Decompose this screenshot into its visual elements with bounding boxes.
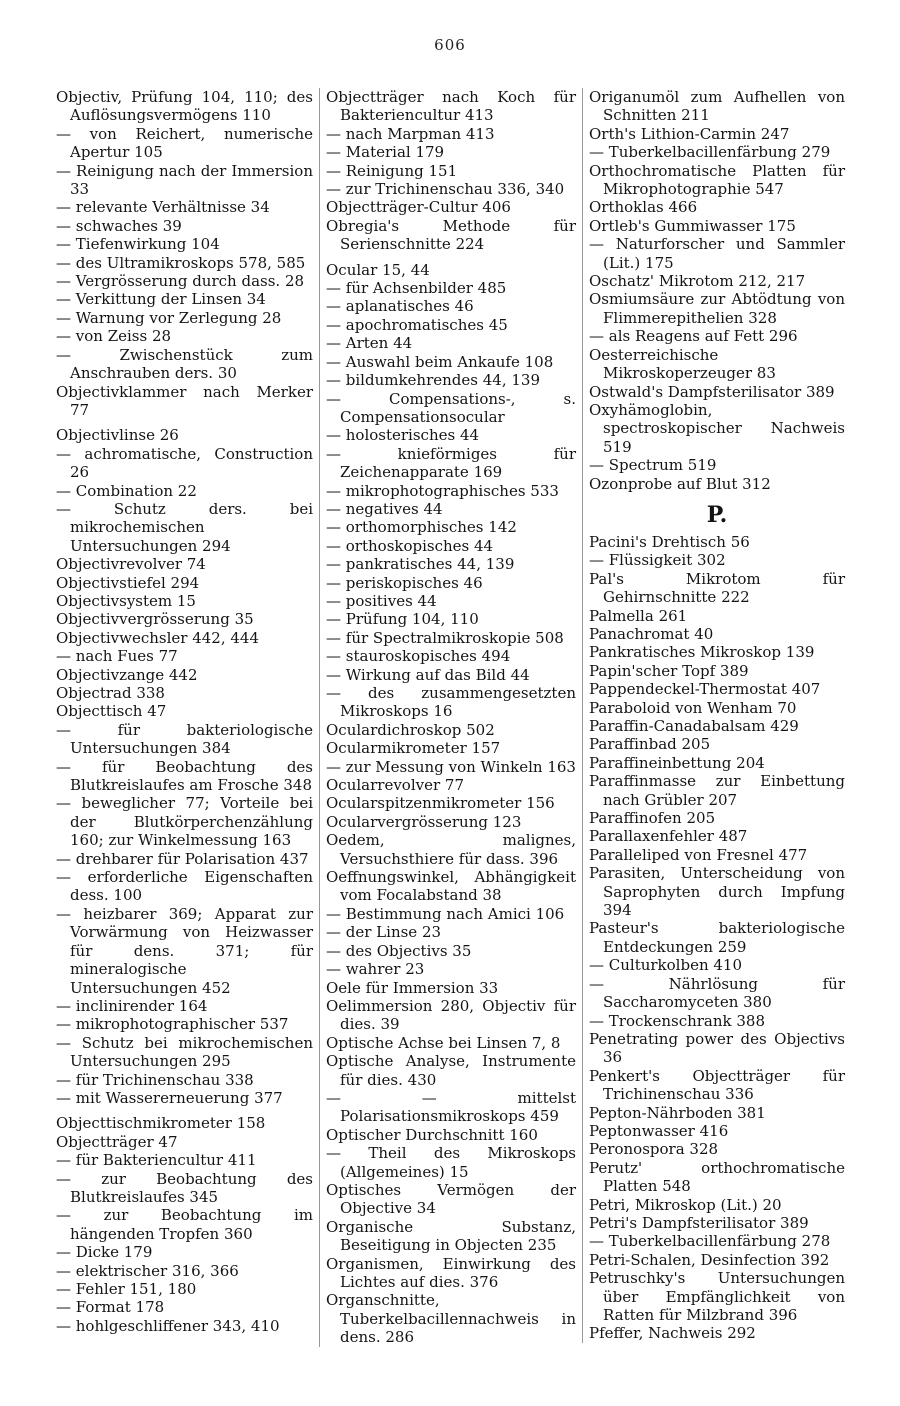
index-entry: — des zusammengesetzten Mikroskops 16 [326,684,576,721]
index-entry: — für Spectralmikroskopie 508 [326,628,564,647]
index-entry: Orthochromatische Platten für Mikrophotographie 547 [589,161,845,199]
index-entry: — Material 179 [326,143,445,162]
index-entry: Paraffineinbettung 204 [589,753,765,772]
index-entry: Petruschky's Untersuchungen über Empfänglichkeit von Ratten für Milzbrand 396 [589,1269,845,1324]
index-entry: — für Bakteriencultur 411 [56,1151,257,1170]
index-entry: Pacini's Drehtisch 56 [589,532,750,551]
index-entry: — nach Marpman 413 [326,124,495,143]
index-entry: — achromatische, Construction 26 [56,444,313,482]
index-entry: Objectivklammer nach Merker 77 [56,382,313,419]
index-entry: Pepton-Nährboden 381 [589,1103,766,1122]
index-entry: — Vergrösserung durch dass. 28 [56,272,305,291]
index-entry: Ostwald's Dampfsterilisator 389 [589,382,835,401]
index-entry: — des Objectivs 35 [326,941,472,960]
index-entry: — periskopisches 46 [326,573,483,592]
index-entry: Pappendeckel-Thermostat 407 [589,680,821,699]
index-entry: Peronospora 328 [589,1140,719,1159]
index-entry: — drehbarer für Polarisation 437 [56,849,309,868]
index-entry: — Prüfung 104, 110 [326,610,479,629]
index-entry: Penkert's Objectträger für Trichinenschau 336 [589,1066,845,1104]
index-section-p [589,533,845,1343]
index-entry: Objectivstiefel 294 [56,573,200,592]
index-entry: Pal's Mikrotom für Gehirnschnitte 222 [589,569,845,607]
index-entry: — Schutz bei mikrochemischen Untersuchungen 295 [56,1033,313,1071]
index-entry: Oeffnungswinkel, Abhängigkeit vom Focalabstand 38 [326,868,576,905]
index-entry: — apochromatisches 45 [326,315,508,334]
index-entry: — mikrophotographischer 537 [56,1015,289,1034]
page-number: 606 [434,36,466,54]
entry-gap [56,419,313,426]
index-entry: Organische Substanz, Beseitigung in Objecten 235 [326,1217,576,1255]
index-entry: Ortleb's Gummiwasser 175 [589,216,796,235]
index-entry: Pankratisches Mikroskop 139 [589,643,815,662]
index-entry: — für Trichinenschau 338 [56,1070,254,1089]
index-entry: — aplanatisches 46 [326,297,474,316]
index-entry: — pankratisches 44, 139 [326,555,515,574]
index-entry: — relevante Verhältnisse 34 [56,198,270,217]
index-entry: — Dicke 179 [56,1243,153,1262]
index-entry: Objectivlinse 26 [56,426,179,445]
index-entry: — für Achsenbilder 485 [326,279,507,298]
index-entry: Paraffinmasse zur Einbettung nach Grübler 207 [589,772,845,809]
index-entry: Organismen, Einwirkung des Lichtes auf dies. 376 [326,1254,576,1291]
index-entry: — stauroskopisches 494 [326,647,511,666]
index-entry: Papin'scher Topf 389 [589,661,749,680]
index-column-3 [582,88,845,1343]
index-entry: — elektrischer 316, 366 [56,1261,239,1280]
index-entry: Pfeffer, Nachweis 292 [589,1324,756,1343]
index-entry: Optische Analyse, Instrumente für dies. 430 [326,1052,576,1089]
index-entry: Oesterreichische Mikroskoperzeuger 83 [589,345,776,383]
index-entry: Objectivrevolver 74 [56,555,206,574]
index-entry: Optisches Vermögen der Objective 34 [326,1180,576,1218]
index-entry: Palmella 261 [589,606,688,625]
index-entry: — schwaches 39 [56,216,182,235]
index-entry: Objecttisch 47 [56,702,167,721]
index-entry: Petri-Schalen, Desinfection 392 [589,1250,830,1269]
index-entry: — negatives 44 [326,499,443,518]
index-entry: — Compensations-, s. Compensationsocular [326,389,576,426]
index-entry: — von Reichert, numerische Apertur 105 [56,124,313,162]
index-entry: — orthomorphisches 142 [326,518,517,537]
index-entry: — Tuberkelbacillenfärbung 279 [589,143,831,162]
index-entry: Objectivwechsler 442, 444 [56,628,260,647]
index-entry: Ocularmikrometer 157 [326,739,501,758]
index-entry: — zur Trichinenschau 336, 340 [326,180,565,199]
index-entry: — Tiefenwirkung 104 [56,235,220,254]
index-entry: — Schutz ders. bei mikrochemischen Untersuchungen 294 [56,499,313,555]
index-entry: Objecttischmikrometer 158 [56,1114,266,1133]
index-entry: — zur Beobachtung des Blutkreislaufes 345 [56,1169,313,1206]
index-entry: Oele für Immersion 33 [326,978,499,997]
index-entry: — Arten 44 [326,334,413,353]
index-entry: Obregia's Methode für Serienschnitte 224 [326,216,576,254]
index-entry: Optischer Durchschnitt 160 [326,1125,538,1144]
index-entry: — orthoskopisches 44 [326,536,494,555]
index-entry: — Format 178 [56,1298,165,1317]
index-entry: Paraffin-Canadabalsam 429 [589,717,799,735]
index-entry: Ocularrevolver 77 [326,776,464,795]
index-entry: Oedem, malignes, Versuchsthiere für dass. 396 [326,831,576,868]
index-entry: — für Beobachtung des Blutkreislaufes am Frosche 348 [56,757,313,795]
index-entry: — der Linse 23 [326,923,442,942]
index-entry: — Zwischenstück zum Anschrauben ders. 30 [56,345,313,383]
index-entry: Optische Achse bei Linsen 7, 8 [326,1033,561,1052]
index-entry: — nach Fues 77 [56,647,178,666]
index-entry: Perutz' orthochromatische Platten 548 [589,1158,845,1196]
index-entry: — — mittelst Polarisationsmikroskops 459 [326,1088,576,1126]
index-entry: — des Ultramikroskops 578, 585 [56,253,306,272]
index-entry: — zur Messung von Winkeln 163 [326,757,576,776]
index-entry: Objectivvergrösserung 35 [56,610,254,629]
index-entry: — knieförmiges für Zeichenapparate 169 [326,444,576,482]
index-entry: Objectivsystem 15 [56,591,196,610]
entry-gap [56,1107,313,1114]
index-entry: Orthoklas 466 [589,198,698,217]
index-entry: — Auswahl beim Ankaufe 108 [326,352,554,371]
index-entry: Oculardichroskop 502 [326,720,495,739]
index-entry: Oxyhämoglobin, spectroskopischer Nachweis 519 [589,400,845,456]
index-entry: — Culturkolben 410 [589,956,743,975]
index-entry: — inclinirender 164 [56,996,208,1015]
index-entry: Osmiumsäure zur Abtödtung von Flimmerepithelien 328 [589,290,845,327]
index-column-2 [319,88,582,1347]
index-entry: Objectiv, Prüfung 104, 110; des Auflösungsvermögens 110 [56,88,313,125]
index-entry: — holosterisches 44 [326,426,480,445]
index-entry: — bildumkehrendes 44, 139 [326,371,540,390]
index-entry: Paraffinofen 205 [589,809,716,828]
index-entry: — zur Beobachtung im hängenden Tropfen 360 [56,1206,313,1243]
index-entry: — Reinigung 151 [326,161,458,180]
index-entry: — Verkittung der Linsen 34 [56,290,266,309]
index-entry: — von Zeiss 28 [56,327,172,346]
index-entry: — Flüssigkeit 302 [589,551,726,570]
entry-gap [326,254,576,261]
index-entry: — wahrer 23 [326,960,425,979]
index-entry: — Combination 22 [56,481,197,500]
index-entry: — hohlgeschliffener 343, 410 [56,1316,280,1335]
index-entry: Parallaxenfehler 487 [589,827,748,846]
index-entry: — Spectrum 519 [589,456,717,475]
index-entry: Oschatz' Mikrotom 212, 217 [589,272,806,291]
index-entry: — Theil des Mikroskops (Allgemeines) 15 [326,1144,576,1181]
index-entry: Origanumöl zum Aufhellen von Schnitten 211 [589,88,845,125]
index-entry: — positives 44 [326,591,437,610]
index-entry: Ocular 15, 44 [326,260,430,279]
index-entry: Ozonprobe auf Blut 312 [589,474,771,493]
section-heading-p: P. [706,501,728,528]
index-entry: Objectträger nach Koch für Bakteriencultur 413 [326,88,576,125]
index-entry: Pasteur's bakteriologische Entdeckungen 259 [589,919,845,956]
index-entry: Objectrad 338 [56,684,165,702]
index-entry: Objectträger 47 [56,1132,178,1151]
index-entry: — Fehler 151, 180 [56,1280,197,1298]
index-entry: Objectivzange 442 [56,665,198,684]
index-entry: Paraffinbad 205 [589,735,711,754]
index-entry: — erforderliche Eigenschaften dess. 100 [56,868,313,905]
index-entry: Ocularspitzenmikrometer 156 [326,794,555,813]
index-entry: Objectträger-Cultur 406 [326,198,511,217]
index-entry: — Trockenschrank 388 [589,1011,766,1030]
index-entry: — für bakteriologische Untersuchungen 384 [56,720,313,758]
index-columns [56,88,846,1388]
index-entry: — mikrophotographisches 533 [326,481,559,500]
index-entry: Panachromat 40 [589,624,714,643]
index-entry: — Reinigung nach der Immersion 33 [56,161,313,199]
index-entry: Oelimmersion 280, Objectiv für dies. 39 [326,996,576,1034]
index-entry: — Nährlösung für Saccharomyceten 380 [589,974,845,1012]
index-entry: Organschnitte, Tuberkelbacillennachweis in dens. 286 [326,1291,576,1347]
index-column-1 [56,88,319,1335]
index-entry: — Warnung vor Zerlegung 28 [56,308,282,327]
index-entry: Orth's Lithion-Carmin 247 [589,124,790,143]
index-entry: — heizbarer 369; Apparat zur Vorwärmung von Heizwasser für dens. 371; für mineralogische Untersuchungen 452 [56,904,313,997]
index-entry: — Tuberkelbacillenfärbung 278 [589,1232,831,1251]
index-entry: — als Reagens auf Fett 296 [589,327,798,346]
index-entry: — Bestimmung nach Amici 106 [326,904,565,923]
index-entry: Penetrating power des Objectivs 36 [589,1029,845,1067]
index-entry: Parasiten, Unterscheidung von Saprophyten durch Impfung 394 [589,864,845,920]
index-entry: Ocularvergrösserung 123 [326,812,522,831]
index-entry: Petri's Dampfsterilisator 389 [589,1213,809,1232]
index-entry: — Wirkung auf das Bild 44 [326,665,530,684]
index-entry: Paraboloid von Wenham 70 [589,698,797,717]
index-entry: Paralleliped von Fresnel 477 [589,845,808,864]
index-entry: — Naturforscher und Sammler (Lit.) 175 [589,235,845,272]
index-section-o [589,88,845,493]
index-entry: Peptonwasser 416 [589,1121,729,1140]
index-entry: — mit Wassererneuerung 377 [56,1088,283,1107]
index-entry: Petri, Mikroskop (Lit.) 20 [589,1195,782,1214]
index-entry: — beweglicher 77; Vorteile bei der Blutkörperchenzählung 160; zur Winkelmessung 163 [56,794,313,850]
